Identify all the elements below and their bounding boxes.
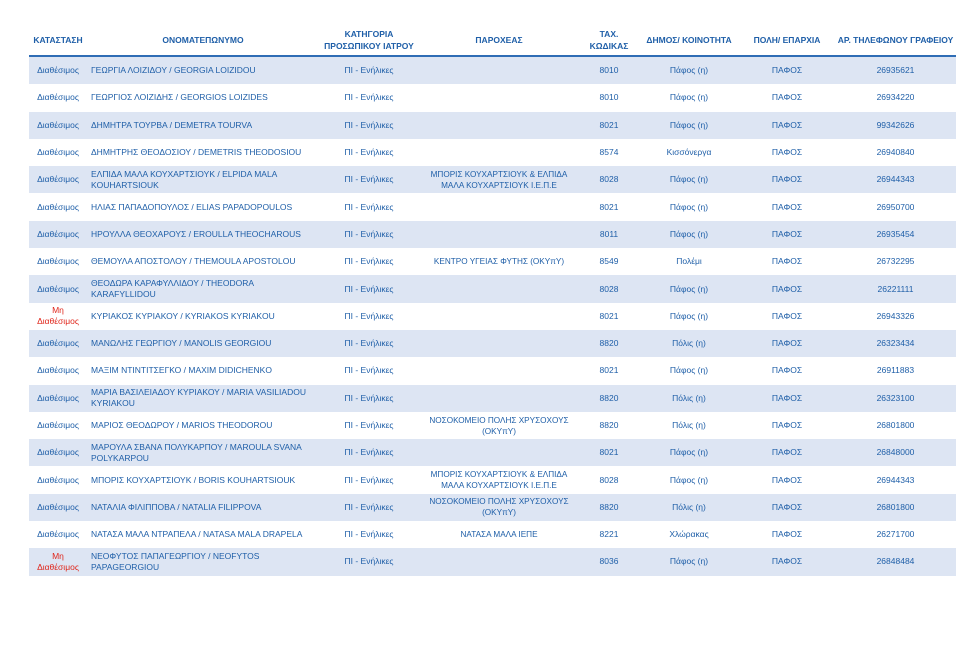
municipality-cell: Πάφος (η) — [639, 193, 739, 220]
phone-cell: 26943326 — [835, 303, 956, 330]
table-row — [29, 139, 956, 166]
municipality-cell: Πόλις (η) — [639, 494, 739, 521]
municipality-cell: Πάφος (η) — [639, 84, 739, 111]
header-city: ΠΟΛΗ/ ΕΠΑΡΧΙΑ — [739, 24, 835, 56]
table-row — [29, 56, 956, 84]
city-cell: ΠΑΦΟΣ — [739, 275, 835, 302]
provider-cell — [419, 84, 579, 111]
municipality-cell: Πάφος (η) — [639, 166, 739, 193]
status-cell: Διαθέσιμος — [29, 466, 87, 493]
phone-cell: 26323100 — [835, 385, 956, 412]
postal-code-cell: 8820 — [579, 385, 639, 412]
category-cell: ΠΙ - Ενήλικες — [319, 412, 419, 439]
phone-cell: 26935454 — [835, 221, 956, 248]
category-cell: ΠΙ - Ενήλικες — [319, 439, 419, 466]
provider-cell — [419, 357, 579, 384]
name-cell: ΜΠΟΡΙΣ ΚΟΥΧΑΡΤΣΙΟΥΚ / BORIS KOUHARTSIOUK — [87, 466, 319, 493]
name-cell: ΘΕΟΔΩΡΑ ΚΑΡΑΦΥΛΛΙΔΟΥ / THEODORA KARAFYLLIDOU — [87, 275, 319, 302]
status-cell: Διαθέσιμος — [29, 330, 87, 357]
postal-code-cell: 8574 — [579, 139, 639, 166]
postal-code-cell: 8221 — [579, 521, 639, 548]
city-cell: ΠΑΦΟΣ — [739, 412, 835, 439]
phone-cell: 26934220 — [835, 84, 956, 111]
municipality-cell: Πάφος (η) — [639, 357, 739, 384]
municipality-cell: Πάφος (η) — [639, 548, 739, 575]
table-row — [29, 166, 956, 193]
header-category: ΚΑΤΗΓΟΡΙΑ ΠΡΟΣΩΠΙΚΟΥ ΙΑΤΡΟΥ — [319, 24, 419, 56]
postal-code-cell: 8021 — [579, 357, 639, 384]
name-cell: ΘΕΜΟΥΛΑ ΑΠΟΣΤΟΛΟΥ / THEMOULA APOSTOLOU — [87, 248, 319, 275]
name-cell: ΔΗΜΗΤΡΑ ΤΟΥΡΒΑ / DEMETRA TOURVA — [87, 112, 319, 139]
phone-cell: 26271700 — [835, 521, 956, 548]
category-cell: ΠΙ - Ενήλικες — [319, 248, 419, 275]
provider-cell — [419, 439, 579, 466]
doctor-table — [29, 24, 956, 576]
header-phone: ΑΡ. ΤΗΛΕΦΩΝΟΥ ΓΡΑΦΕΙΟΥ — [835, 24, 956, 56]
category-cell: ΠΙ - Ενήλικες — [319, 221, 419, 248]
category-cell: ΠΙ - Ενήλικες — [319, 303, 419, 330]
category-cell: ΠΙ - Ενήλικες — [319, 385, 419, 412]
phone-cell: 26848000 — [835, 439, 956, 466]
name-cell: ΝΕΟΦΥΤΟΣ ΠΑΠΑΓΕΩΡΓΙΟΥ / NEOFYTOS PAPAGEORGIOU — [87, 548, 319, 575]
phone-cell: 26848484 — [835, 548, 956, 575]
postal-code-cell: 8820 — [579, 494, 639, 521]
provider-cell — [419, 193, 579, 220]
city-cell: ΠΑΦΟΣ — [739, 385, 835, 412]
provider-cell — [419, 139, 579, 166]
city-cell: ΠΑΦΟΣ — [739, 494, 835, 521]
provider-cell: ΜΠΟΡΙΣ ΚΟΥΧΑΡΤΣΙΟΥΚ & ΕΛΠΙΔΑ ΜΑΛΑ ΚΟΥΧΑΡΤΣΙΟΥΚ Ι.Ε.Π.Ε — [419, 166, 579, 193]
city-cell: ΠΑΦΟΣ — [739, 548, 835, 575]
category-cell: ΠΙ - Ενήλικες — [319, 56, 419, 84]
category-cell: ΠΙ - Ενήλικες — [319, 521, 419, 548]
name-cell: ΓΕΩΡΓΙΟΣ ΛΟΙΖΙΔΗΣ / GEORGIOS LOIZIDES — [87, 84, 319, 111]
name-cell: ΕΛΠΙΔΑ ΜΑΛΑ ΚΟΥΧΑΡΤΣΙΟΥΚ / ELPIDA MALA KOUHARTSIOUK — [87, 166, 319, 193]
provider-cell — [419, 221, 579, 248]
status-cell: Διαθέσιμος — [29, 248, 87, 275]
city-cell: ΠΑΦΟΣ — [739, 84, 835, 111]
doctor-table-container — [29, 24, 956, 576]
status-cell: Μη Διαθέσιμος — [29, 548, 87, 575]
header-status: ΚΑΤΑΣΤΑΣΗ — [29, 24, 87, 56]
municipality-cell: Κισσόνεργα — [639, 139, 739, 166]
name-cell: ΜΑΝΩΛΗΣ ΓΕΩΡΓΙΟΥ / MANOLIS GEORGIOU — [87, 330, 319, 357]
phone-cell: 26221111 — [835, 275, 956, 302]
status-cell: Διαθέσιμος — [29, 439, 87, 466]
table-row — [29, 385, 956, 412]
postal-code-cell: 8036 — [579, 548, 639, 575]
name-cell: ΓΕΩΡΓΙΑ ΛΟΙΖΙΔΟΥ / GEORGIA LOIZIDOU — [87, 56, 319, 84]
provider-cell: ΜΠΟΡΙΣ ΚΟΥΧΑΡΤΣΙΟΥΚ & ΕΛΠΙΔΑ ΜΑΛΑ ΚΟΥΧΑΡΤΣΙΟΥΚ Ι.Ε.Π.Ε — [419, 466, 579, 493]
municipality-cell: Πάφος (η) — [639, 275, 739, 302]
status-cell: Διαθέσιμος — [29, 385, 87, 412]
phone-cell: 26801800 — [835, 494, 956, 521]
header-provider: ΠΑΡΟΧΕΑΣ — [419, 24, 579, 56]
name-cell: ΜΑΡΙΟΣ ΘΕΟΔΩΡΟΥ / MARIOS THEODOROU — [87, 412, 319, 439]
city-cell: ΠΑΦΟΣ — [739, 357, 835, 384]
table-row — [29, 439, 956, 466]
postal-code-cell: 8021 — [579, 112, 639, 139]
city-cell: ΠΑΦΟΣ — [739, 439, 835, 466]
name-cell: ΝΑΤΑΣΑ ΜΑΛΑ ΝΤΡΑΠΕΛΑ / NATASA MALA DRAPELA — [87, 521, 319, 548]
status-cell: Διαθέσιμος — [29, 521, 87, 548]
status-cell: Διαθέσιμος — [29, 221, 87, 248]
category-cell: ΠΙ - Ενήλικες — [319, 330, 419, 357]
table-row — [29, 221, 956, 248]
header-municipality: ΔΗΜΟΣ/ ΚΟΙΝΟΤΗΤΑ — [639, 24, 739, 56]
municipality-cell: Πολέμι — [639, 248, 739, 275]
postal-code-cell: 8028 — [579, 166, 639, 193]
provider-cell — [419, 330, 579, 357]
category-cell: ΠΙ - Ενήλικες — [319, 357, 419, 384]
postal-code-cell: 8010 — [579, 56, 639, 84]
city-cell: ΠΑΦΟΣ — [739, 139, 835, 166]
header-postal-code: ΤΑΧ. ΚΩΔΙΚΑΣ — [579, 24, 639, 56]
municipality-cell: Πόλις (η) — [639, 330, 739, 357]
header-name: ΟΝΟΜΑΤΕΠΩΝΥΜΟ — [87, 24, 319, 56]
table-row — [29, 357, 956, 384]
provider-cell — [419, 548, 579, 575]
category-cell: ΠΙ - Ενήλικες — [319, 193, 419, 220]
city-cell: ΠΑΦΟΣ — [739, 248, 835, 275]
table-row — [29, 303, 956, 330]
name-cell: ΝΑΤΑΛΙΑ ΦΙΛΙΠΠΟΒΑ / NATALIA FILIPPOVA — [87, 494, 319, 521]
postal-code-cell: 8010 — [579, 84, 639, 111]
municipality-cell: Πάφος (η) — [639, 221, 739, 248]
name-cell: ΗΛΙΑΣ ΠΑΠΑΔΟΠΟΥΛΟΣ / ELIAS PAPADOPOULOS — [87, 193, 319, 220]
category-cell: ΠΙ - Ενήλικες — [319, 275, 419, 302]
municipality-cell: Πάφος (η) — [639, 56, 739, 84]
table-row — [29, 248, 956, 275]
provider-cell: ΝΑΤΑΣΑ ΜΑΛΑ ΙΕΠΕ — [419, 521, 579, 548]
provider-cell — [419, 56, 579, 84]
city-cell: ΠΑΦΟΣ — [739, 330, 835, 357]
city-cell: ΠΑΦΟΣ — [739, 521, 835, 548]
table-row — [29, 494, 956, 521]
municipality-cell: Πάφος (η) — [639, 112, 739, 139]
status-cell: Διαθέσιμος — [29, 84, 87, 111]
city-cell: ΠΑΦΟΣ — [739, 221, 835, 248]
table-body — [29, 56, 956, 576]
phone-cell: 26911883 — [835, 357, 956, 384]
city-cell: ΠΑΦΟΣ — [739, 303, 835, 330]
category-cell: ΠΙ - Ενήλικες — [319, 166, 419, 193]
postal-code-cell: 8028 — [579, 275, 639, 302]
table-row — [29, 548, 956, 575]
status-cell: Διαθέσιμος — [29, 412, 87, 439]
table-row — [29, 84, 956, 111]
table-row — [29, 193, 956, 220]
postal-code-cell: 8021 — [579, 439, 639, 466]
provider-cell: ΝΟΣΟΚΟΜΕΙΟ ΠΟΛΗΣ ΧΡΥΣΟΧΟΥΣ (ΟΚΥπΥ) — [419, 412, 579, 439]
name-cell: ΜΑΞΙΜ ΝΤΙΝΤΙΤΣΕΓΚΟ / MAXIM DIDICHENKO — [87, 357, 319, 384]
status-cell: Διαθέσιμος — [29, 193, 87, 220]
table-row — [29, 521, 956, 548]
status-cell: Διαθέσιμος — [29, 112, 87, 139]
provider-cell — [419, 385, 579, 412]
name-cell: ΗΡΟΥΛΛΑ ΘΕΟΧΑΡΟΥΣ / EROULLA THEOCHAROUS — [87, 221, 319, 248]
postal-code-cell: 8021 — [579, 303, 639, 330]
city-cell: ΠΑΦΟΣ — [739, 56, 835, 84]
phone-cell: 26732295 — [835, 248, 956, 275]
name-cell: ΔΗΜΗΤΡΗΣ ΘΕΟΔΟΣΙΟΥ / DEMETRIS THEODOSIOU — [87, 139, 319, 166]
postal-code-cell: 8011 — [579, 221, 639, 248]
postal-code-cell: 8820 — [579, 412, 639, 439]
phone-cell: 26935621 — [835, 56, 956, 84]
phone-cell: 26801800 — [835, 412, 956, 439]
phone-cell: 26940840 — [835, 139, 956, 166]
postal-code-cell: 8549 — [579, 248, 639, 275]
phone-cell: 99342626 — [835, 112, 956, 139]
table-row — [29, 330, 956, 357]
city-cell: ΠΑΦΟΣ — [739, 193, 835, 220]
municipality-cell: Πάφος (η) — [639, 439, 739, 466]
status-cell: Διαθέσιμος — [29, 56, 87, 84]
category-cell: ΠΙ - Ενήλικες — [319, 84, 419, 111]
postal-code-cell: 8028 — [579, 466, 639, 493]
status-cell: Διαθέσιμος — [29, 275, 87, 302]
category-cell: ΠΙ - Ενήλικες — [319, 548, 419, 575]
name-cell: ΜΑΡΟΥΛΑ ΣΒΑΝΑ ΠΟΛΥΚΑΡΠΟΥ / MAROULA SVANA POLYKARPOU — [87, 439, 319, 466]
status-cell: Διαθέσιμος — [29, 494, 87, 521]
city-cell: ΠΑΦΟΣ — [739, 112, 835, 139]
name-cell: ΚΥΡΙΑΚΟΣ ΚΥΡΙΑΚΟΥ / KYRIAKOS KYRIAKOU — [87, 303, 319, 330]
phone-cell: 26944343 — [835, 166, 956, 193]
table-row — [29, 275, 956, 302]
city-cell: ΠΑΦΟΣ — [739, 166, 835, 193]
provider-cell: ΚΕΝΤΡΟ ΥΓΕΙΑΣ ΦΥΤΗΣ (ΟΚΥπΥ) — [419, 248, 579, 275]
table-row — [29, 412, 956, 439]
status-cell: Μη Διαθέσιμος — [29, 303, 87, 330]
table-row — [29, 112, 956, 139]
provider-cell — [419, 112, 579, 139]
phone-cell: 26950700 — [835, 193, 956, 220]
category-cell: ΠΙ - Ενήλικες — [319, 112, 419, 139]
provider-cell — [419, 303, 579, 330]
phone-cell: 26323434 — [835, 330, 956, 357]
category-cell: ΠΙ - Ενήλικες — [319, 466, 419, 493]
municipality-cell: Χλώρακας — [639, 521, 739, 548]
phone-cell: 26944343 — [835, 466, 956, 493]
category-cell: ΠΙ - Ενήλικες — [319, 139, 419, 166]
status-cell: Διαθέσιμος — [29, 357, 87, 384]
municipality-cell: Πάφος (η) — [639, 466, 739, 493]
city-cell: ΠΑΦΟΣ — [739, 466, 835, 493]
municipality-cell: Πόλις (η) — [639, 385, 739, 412]
category-cell: ΠΙ - Ενήλικες — [319, 494, 419, 521]
table-row — [29, 466, 956, 493]
municipality-cell: Πόλις (η) — [639, 412, 739, 439]
postal-code-cell: 8820 — [579, 330, 639, 357]
municipality-cell: Πάφος (η) — [639, 303, 739, 330]
postal-code-cell: 8021 — [579, 193, 639, 220]
status-cell: Διαθέσιμος — [29, 139, 87, 166]
status-cell: Διαθέσιμος — [29, 166, 87, 193]
table-header — [29, 24, 956, 56]
provider-cell: ΝΟΣΟΚΟΜΕΙΟ ΠΟΛΗΣ ΧΡΥΣΟΧΟΥΣ (ΟΚΥπΥ) — [419, 494, 579, 521]
name-cell: ΜΑΡΙΑ ΒΑΣΙΛΕΙΑΔΟΥ ΚΥΡΙΑΚΟΥ / MARIA VASILIADOU KYRIAKOU — [87, 385, 319, 412]
provider-cell — [419, 275, 579, 302]
